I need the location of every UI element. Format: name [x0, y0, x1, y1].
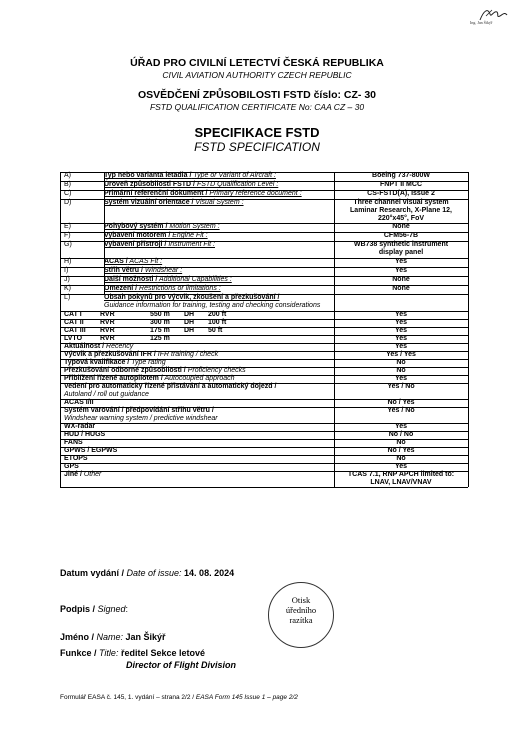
table-divider — [104, 172, 105, 294]
row-value: No — [396, 367, 406, 374]
table-divider — [468, 294, 469, 487]
row-label: Obsah pokynů pro výcvik, zkoušení a přezkušování / Guidance information for training, testing and checking considerations — [104, 294, 321, 309]
row-value: CFM56-7B — [383, 232, 419, 239]
cat-row: CAT III RVR 175 m DH 50 ft Yes — [60, 327, 468, 336]
guidance-row — [60, 407, 468, 424]
signer-title: Funkce / Title: ředitel Sekce letové — [60, 648, 205, 658]
row-label: Omezení / Restrictions or limitations : — [104, 285, 221, 292]
table-divider — [334, 294, 335, 487]
row-label: Aktuálnost / Recency — [64, 343, 134, 350]
guidance-row — [60, 383, 468, 400]
row-label: GPWS / EGPWS — [64, 447, 118, 454]
row-value: No / Yes — [387, 399, 415, 406]
spec-row — [60, 199, 468, 224]
row-value: FNPT II MCC — [380, 181, 422, 188]
row-value: Yes — [394, 258, 408, 265]
row-label: ACAS / ACAS Fit : — [104, 258, 163, 265]
row-value: Yes — [394, 343, 408, 350]
row-label: Primární referenční dokument / Primary reference document : — [104, 190, 302, 197]
spec-title-cz: SPECIFIKACE FSTD — [194, 125, 320, 140]
row-value: TCAS 7.1, RNP APCH limited to: LNAV, LNAV/VNAV — [347, 471, 455, 486]
row-label: Další možnosti / Additional Capabilities : — [104, 276, 232, 283]
authority-title-cz: ÚŘAD PRO CIVILNÍ LETECTVÍ ČESKÁ REPUBLIKA — [130, 57, 384, 69]
row-value: Boeing 737-800W — [372, 172, 430, 179]
table-divider — [334, 172, 335, 294]
row-label: Úroveň způsobilosti FSTD / FSTD Qualification Level : — [104, 181, 279, 188]
row-value: None — [392, 276, 410, 283]
row-label: Typ nebo varianta letadla / Type or Variant of Aircraft : — [104, 172, 276, 179]
authority-title-en: CIVIL AVIATION AUTHORITY CZECH REPUBLIC — [162, 70, 352, 80]
date-of-issue: Datum vydání / Date of issue: 14. 08. 2024 — [60, 568, 235, 578]
row-code: L) — [64, 294, 71, 301]
row-value: Yes — [394, 423, 408, 430]
row-label: Pohybový systém / Motion System : — [104, 223, 220, 230]
row-label: Vybavení přístroji / Instrument Fit : — [104, 241, 215, 248]
row-label: GPS — [64, 463, 79, 470]
row-label: Typová kvalifikace / Type rating — [64, 359, 166, 366]
row-code: F) — [64, 232, 71, 239]
row-value: Yes / No — [387, 383, 415, 390]
guidance-row — [60, 471, 468, 488]
spec-title-en: FSTD SPECIFICATION — [194, 140, 320, 154]
official-stamp: Otisk úředního razítka — [268, 582, 334, 648]
row-code: I) — [64, 267, 69, 274]
certificate-title-en: FSTD QUALIFICATION CERTIFICATE No: CAA CZ – 30 — [149, 102, 365, 112]
cat-row: CAT II RVR 300 m DH 100 ft Yes — [60, 319, 468, 328]
signer-title-en: Director of Flight Division — [126, 660, 237, 670]
row-code: C) — [64, 190, 72, 197]
row-value: No — [396, 455, 406, 462]
row-value: None — [392, 223, 410, 230]
row-value: Yes / No — [387, 407, 415, 414]
row-code: A) — [64, 172, 71, 179]
row-value: No — [396, 439, 406, 446]
row-label: ETOPS — [64, 455, 88, 462]
signed-label: Podpis / Signed: — [60, 604, 129, 614]
row-code: E) — [64, 223, 71, 230]
row-label: Vybavení motorem / Engine Fit : — [104, 232, 208, 239]
row-label: HUD / HUGS — [64, 431, 106, 438]
row-label: Systém vizuální orientace / Visual System : — [104, 199, 244, 206]
row-value: Yes — [394, 463, 408, 470]
row-value: Yes / Yes — [386, 351, 416, 358]
row-value: No — [396, 359, 406, 366]
row-label: Přezkušování odborné způsobilosti / Proficiency checks — [64, 367, 246, 374]
row-code: K) — [64, 285, 71, 292]
table-border-top — [60, 172, 468, 173]
spec-row — [60, 241, 468, 259]
table-divider — [60, 294, 61, 487]
row-label: ACAS I/II — [64, 399, 94, 406]
row-code: B) — [64, 181, 71, 188]
row-label: Střih větru / Windshear : — [104, 267, 183, 274]
row-value: CS-FSTD(A), Issue 2 — [367, 190, 435, 197]
row-code: D) — [64, 199, 72, 206]
row-label: FANS — [64, 439, 83, 446]
row-label: WX-radar — [64, 423, 96, 430]
row-label: Systém varování / předpovídání střihu větru / Windshear warning system / predictive windshear — [64, 407, 218, 422]
row-value: No / No — [388, 431, 414, 438]
row-value: No / Yes — [387, 447, 415, 454]
row-code: G) — [64, 241, 72, 248]
row-value: WB738 synthetic instrument display panel — [353, 241, 449, 256]
row-label: Přiblížení řízené autopilotem / Autocoupled approach — [64, 375, 235, 382]
signer-name: Jméno / Name: Jan Šikýř — [60, 632, 166, 642]
table-divider — [60, 172, 61, 294]
row-value: Three channel visual system Laminar Research, X-Plane 12, 220°x45°, FoV — [350, 199, 452, 222]
certificate-title-cz: OSVĚDČENÍ ZPŮSOBILOSTI FSTD číslo: CZ- 30 — [137, 89, 377, 101]
cat-row: CAT I RVR 550 m DH 200 ft Yes — [60, 311, 468, 320]
row-label: Výcvik a přezkušování IFR / IFR training / check — [64, 351, 219, 358]
row-value: Yes — [394, 267, 408, 274]
row-label: Vedení pro automaticky řízené přistávání a automatický dojezd / Autoland / roll out guidance — [64, 383, 277, 398]
row-code: J) — [64, 276, 70, 283]
table-divider — [468, 172, 469, 294]
signature-caption: Ing. Jan Šikýř — [470, 20, 493, 25]
form-reference: Formulář EASA č. 145, 1. vydání – strana 2/2 / EASA Form 145 Issue 1 – page 2/2 — [60, 694, 298, 701]
row-value: None — [392, 285, 410, 292]
row-value: Yes — [394, 375, 408, 382]
section-l-header — [60, 294, 468, 312]
row-code: H) — [64, 258, 72, 265]
row-label: Jiné / Other — [64, 471, 102, 478]
cat-row: LVTO RVR 125 m Yes — [60, 335, 468, 344]
